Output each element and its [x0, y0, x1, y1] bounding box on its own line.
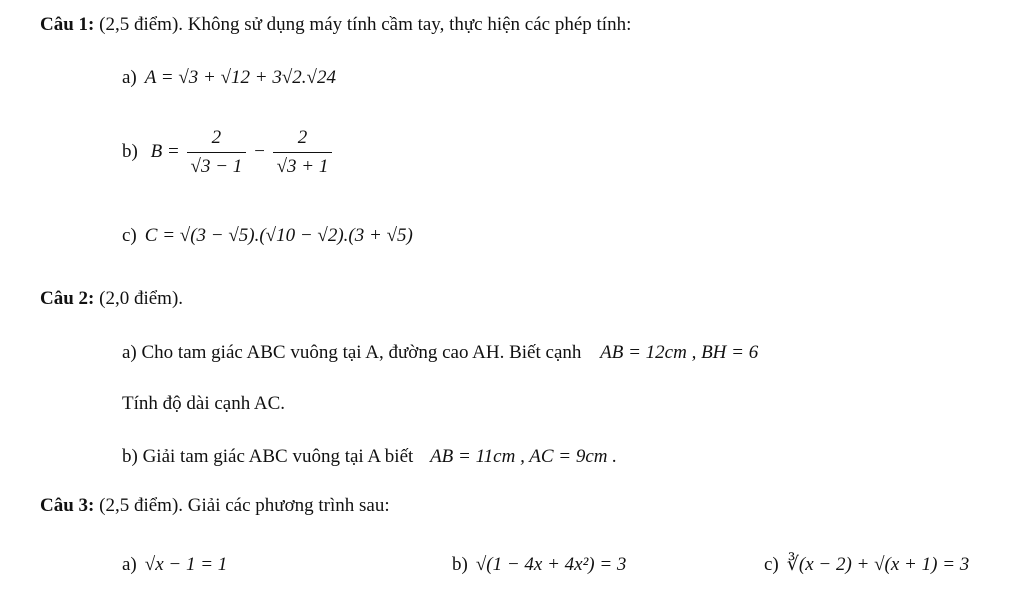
- q1-a-label: a): [122, 67, 137, 88]
- question-2-header: [40, 287, 183, 311]
- q1-b-denominator-1: √3 − 1: [187, 152, 247, 181]
- q2-part-b: [122, 445, 617, 469]
- q1-b-fraction-2: [273, 124, 333, 181]
- q1-c-expression: C = √(3 − √5).(√10 − √2).(3 + √5): [144, 225, 413, 246]
- q3-part-c: [764, 553, 969, 577]
- question-3-number: Câu 3:: [40, 495, 95, 516]
- q1-b-fraction-1: [187, 124, 247, 181]
- q1-b-numerator-2: 2: [297, 127, 308, 148]
- question-1-header: [40, 13, 631, 37]
- question-3-instruction: (2,5 điểm). Giải các phương trình sau:: [94, 495, 390, 516]
- question-3-header: [40, 494, 390, 518]
- q3-b-expression: √(1 − 4x + 4x²) = 3: [475, 554, 627, 575]
- q1-part-b: [122, 124, 334, 181]
- q1-b-minus: −: [253, 140, 266, 162]
- q3-part-a: [122, 553, 227, 577]
- q2-a-text: a) Cho tam giác ABC vuông tại A, đường cao AH. Biết cạnh: [122, 342, 582, 363]
- q3-c-label: c): [764, 554, 779, 575]
- q2-part-a: [122, 341, 758, 365]
- q2-a-math: AB = 12cm , BH = 6: [600, 342, 759, 363]
- q2-b-text: b) Giải tam giác ABC vuông tại A biết: [122, 446, 414, 467]
- q3-a-expression: √x − 1 = 1: [144, 554, 228, 575]
- question-1-number: Câu 1:: [40, 14, 95, 35]
- question-2-number: Câu 2:: [40, 288, 95, 309]
- q3-c-expression: ∛(x − 2) + √(x + 1) = 3: [786, 554, 970, 575]
- q3-a-label: a): [122, 554, 137, 575]
- q3-part-b: [452, 553, 626, 577]
- q2-b-math: AB = 11cm , AC = 9cm .: [430, 446, 618, 467]
- q1-b-lhs: B =: [150, 140, 180, 162]
- question-1-instruction: (2,5 điểm). Không sử dụng máy tính cầm tay, thực hiện các phép tính:: [94, 14, 632, 35]
- q1-part-c: [122, 224, 413, 248]
- q1-b-numerator-1: 2: [211, 127, 222, 148]
- q1-c-label: c): [122, 225, 137, 246]
- q1-part-a: [122, 66, 336, 90]
- q2-part-a-continued: Tính độ dài cạnh AC.: [122, 393, 286, 414]
- q1-a-expression: A = √3 + √12 + 3√2.√24: [144, 67, 336, 88]
- q1-b-denominator-2: √3 + 1: [273, 152, 333, 181]
- q3-b-label: b): [452, 554, 468, 575]
- question-2-points: (2,0 điểm).: [94, 288, 184, 309]
- q1-b-label: b): [122, 140, 138, 162]
